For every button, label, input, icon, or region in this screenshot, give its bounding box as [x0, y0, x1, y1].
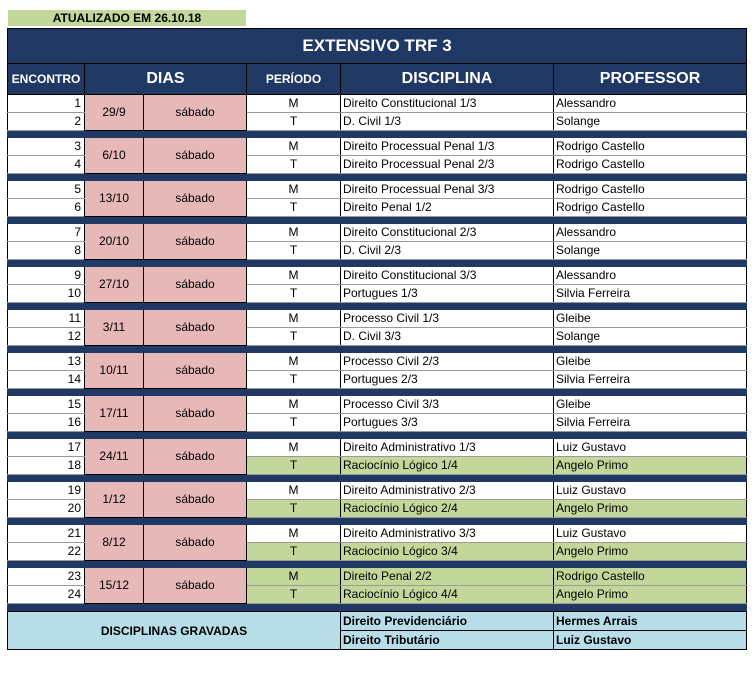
professor-cell: Gleibe — [554, 310, 747, 328]
discipline-cell: Direito Constitucional 2/3 — [341, 224, 554, 242]
group-separator — [8, 561, 747, 569]
period-cell: M — [247, 267, 341, 285]
session-weekday: sábado — [144, 138, 247, 174]
professor-cell: Alessandro — [554, 224, 747, 242]
header-dias: DIAS — [85, 64, 247, 95]
professor-cell: Rodrigo Castello — [554, 156, 747, 174]
discipline-cell: Direito Processual Penal 3/3 — [341, 181, 554, 199]
discipline-cell: Direito Penal 2/2 — [341, 568, 554, 586]
discipline-cell: Direito Processual Penal 2/3 — [341, 156, 554, 174]
session-date: 27/10 — [85, 267, 144, 303]
group-separator — [8, 174, 747, 182]
professor-cell: Luiz Gustavo — [554, 482, 747, 500]
session-date: 24/11 — [85, 439, 144, 475]
table-row — [8, 267, 747, 285]
encontro-number: 2 — [8, 113, 85, 131]
updated-label: ATUALIZADO EM 26.10.18 — [8, 10, 246, 26]
professor-cell: Solange — [554, 328, 747, 346]
period-cell: T — [247, 586, 341, 604]
session-date: 17/11 — [85, 396, 144, 432]
professor-cell: Angelo Primo — [554, 457, 747, 475]
group-separator — [8, 518, 747, 526]
period-cell: T — [247, 285, 341, 303]
separator-bar — [8, 518, 747, 526]
table-row — [8, 568, 747, 586]
discipline-cell: D. Civil 3/3 — [341, 328, 554, 346]
recorded-discipline-row — [8, 612, 747, 631]
period-cell: M — [247, 224, 341, 242]
group-separator — [8, 475, 747, 483]
group-separator — [8, 346, 747, 354]
session-weekday: sábado — [144, 181, 247, 217]
encontro-number: 23 — [8, 568, 85, 586]
table-row — [8, 525, 747, 543]
period-cell: M — [247, 138, 341, 156]
period-cell: M — [247, 310, 341, 328]
separator-bar — [8, 174, 747, 182]
table-row — [8, 396, 747, 414]
group-separator — [8, 260, 747, 268]
header-disciplina: DISCIPLINA — [341, 64, 554, 95]
session-date: 1/12 — [85, 482, 144, 518]
session-weekday: sábado — [144, 439, 247, 475]
table-row — [8, 181, 747, 199]
table-row — [8, 482, 747, 500]
encontro-number: 21 — [8, 525, 85, 543]
session-weekday: sábado — [144, 310, 247, 346]
professor-cell: Silvia Ferreira — [554, 285, 747, 303]
encontro-number: 19 — [8, 482, 85, 500]
recorded-discipline: Direito Previdenciário — [341, 612, 554, 631]
discipline-cell: Direito Processual Penal 1/3 — [341, 138, 554, 156]
discipline-cell: Direito Constitucional 3/3 — [341, 267, 554, 285]
session-date: 6/10 — [85, 138, 144, 174]
session-date: 29/9 — [85, 95, 144, 131]
session-weekday: sábado — [144, 95, 247, 131]
period-cell: M — [247, 396, 341, 414]
group-separator — [8, 217, 747, 225]
encontro-number: 5 — [8, 181, 85, 199]
encontro-number: 13 — [8, 353, 85, 371]
session-weekday: sábado — [144, 224, 247, 260]
header-encontro: ENCONTRO — [8, 64, 85, 95]
table-row — [8, 138, 747, 156]
schedule-table — [7, 28, 747, 650]
recorded-professor: Luiz Gustavo — [554, 631, 747, 650]
professor-cell: Silvia Ferreira — [554, 414, 747, 432]
session-date: 10/11 — [85, 353, 144, 389]
period-cell: T — [247, 457, 341, 475]
separator-bar — [8, 561, 747, 569]
professor-cell: Alessandro — [554, 267, 747, 285]
professor-cell: Angelo Primo — [554, 500, 747, 518]
separator-bar — [8, 131, 747, 139]
discipline-cell: Raciocínio Lógico 2/4 — [341, 500, 554, 518]
encontro-number: 17 — [8, 439, 85, 457]
encontro-number: 10 — [8, 285, 85, 303]
discipline-cell: Processo Civil 3/3 — [341, 396, 554, 414]
encontro-number: 18 — [8, 457, 85, 475]
session-weekday: sábado — [144, 267, 247, 303]
discipline-cell: Raciocínio Lógico 3/4 — [341, 543, 554, 561]
encontro-number: 16 — [8, 414, 85, 432]
discipline-cell: Raciocínio Lógico 1/4 — [341, 457, 554, 475]
group-separator — [8, 303, 747, 311]
period-cell: T — [247, 371, 341, 389]
period-cell: T — [247, 242, 341, 260]
discipline-cell: Direito Administrativo 2/3 — [341, 482, 554, 500]
discipline-cell: Raciocínio Lógico 4/4 — [341, 586, 554, 604]
period-cell: T — [247, 113, 341, 131]
separator-bar — [8, 346, 747, 354]
professor-cell: Luiz Gustavo — [554, 525, 747, 543]
group-separator — [8, 131, 747, 139]
period-cell: T — [247, 543, 341, 561]
professor-cell: Luiz Gustavo — [554, 439, 747, 457]
period-cell: T — [247, 156, 341, 174]
group-separator — [8, 389, 747, 397]
professor-cell: Rodrigo Castello — [554, 199, 747, 217]
professor-cell: Gleibe — [554, 353, 747, 371]
encontro-number: 1 — [8, 95, 85, 113]
separator-bar — [8, 389, 747, 397]
discipline-cell: Portugues 2/3 — [341, 371, 554, 389]
header-periodo: PERÍODO — [247, 64, 341, 95]
period-cell: M — [247, 439, 341, 457]
separator-bar — [8, 217, 747, 225]
discipline-cell: Direito Constitucional 1/3 — [341, 95, 554, 113]
period-cell: T — [247, 328, 341, 346]
recorded-discipline: Direito Tributário — [341, 631, 554, 650]
table-row — [8, 310, 747, 328]
professor-cell: Rodrigo Castello — [554, 138, 747, 156]
period-cell: M — [247, 525, 341, 543]
encontro-number: 14 — [8, 371, 85, 389]
group-separator — [8, 432, 747, 440]
encontro-number: 7 — [8, 224, 85, 242]
session-date: 20/10 — [85, 224, 144, 260]
table-row — [8, 224, 747, 242]
discipline-cell: Direito Penal 1/2 — [341, 199, 554, 217]
period-cell: T — [247, 500, 341, 518]
session-weekday: sábado — [144, 568, 247, 604]
encontro-number: 15 — [8, 396, 85, 414]
session-weekday: sábado — [144, 525, 247, 561]
discipline-cell: D. Civil 2/3 — [341, 242, 554, 260]
table-row — [8, 439, 747, 457]
discipline-cell: Direito Administrativo 3/3 — [341, 525, 554, 543]
session-date: 15/12 — [85, 568, 144, 604]
discipline-cell: Direito Administrativo 1/3 — [341, 439, 554, 457]
professor-cell: Alessandro — [554, 95, 747, 113]
discipline-cell: Processo Civil 1/3 — [341, 310, 554, 328]
encontro-number: 4 — [8, 156, 85, 174]
session-date: 3/11 — [85, 310, 144, 346]
period-cell: M — [247, 95, 341, 113]
session-date: 13/10 — [85, 181, 144, 217]
professor-cell: Gleibe — [554, 396, 747, 414]
encontro-number: 20 — [8, 500, 85, 518]
discipline-cell: Processo Civil 2/3 — [341, 353, 554, 371]
period-cell: M — [247, 181, 341, 199]
professor-cell: Angelo Primo — [554, 586, 747, 604]
period-cell: M — [247, 482, 341, 500]
professor-cell: Rodrigo Castello — [554, 181, 747, 199]
encontro-number: 24 — [8, 586, 85, 604]
encontro-number: 11 — [8, 310, 85, 328]
professor-cell: Solange — [554, 242, 747, 260]
encontro-number: 3 — [8, 138, 85, 156]
encontro-number: 6 — [8, 199, 85, 217]
professor-cell: Solange — [554, 113, 747, 131]
table-row — [8, 95, 747, 113]
recorded-disciplines-label: DISCIPLINAS GRAVADAS — [8, 612, 341, 650]
table-title: EXTENSIVO TRF 3 — [8, 29, 747, 64]
period-cell: M — [247, 568, 341, 586]
separator-bar — [8, 432, 747, 440]
recorded-professor: Hermes Arrais — [554, 612, 747, 631]
separator-bar — [8, 303, 747, 311]
discipline-cell: D. Civil 1/3 — [341, 113, 554, 131]
encontro-number: 8 — [8, 242, 85, 260]
encontro-number: 12 — [8, 328, 85, 346]
professor-cell: Rodrigo Castello — [554, 568, 747, 586]
discipline-cell: Portugues 3/3 — [341, 414, 554, 432]
separator-bar — [8, 260, 747, 268]
professor-cell: Silvia Ferreira — [554, 371, 747, 389]
encontro-number: 22 — [8, 543, 85, 561]
separator-bar — [8, 604, 747, 612]
discipline-cell: Portugues 1/3 — [341, 285, 554, 303]
table-row — [8, 353, 747, 371]
header-professor: PROFESSOR — [554, 64, 747, 95]
period-cell: T — [247, 199, 341, 217]
session-weekday: sábado — [144, 396, 247, 432]
encontro-number: 9 — [8, 267, 85, 285]
session-date: 8/12 — [85, 525, 144, 561]
separator-bar — [8, 475, 747, 483]
session-weekday: sábado — [144, 482, 247, 518]
period-cell: M — [247, 353, 341, 371]
professor-cell: Angelo Primo — [554, 543, 747, 561]
session-weekday: sábado — [144, 353, 247, 389]
period-cell: T — [247, 414, 341, 432]
group-separator — [8, 604, 747, 612]
